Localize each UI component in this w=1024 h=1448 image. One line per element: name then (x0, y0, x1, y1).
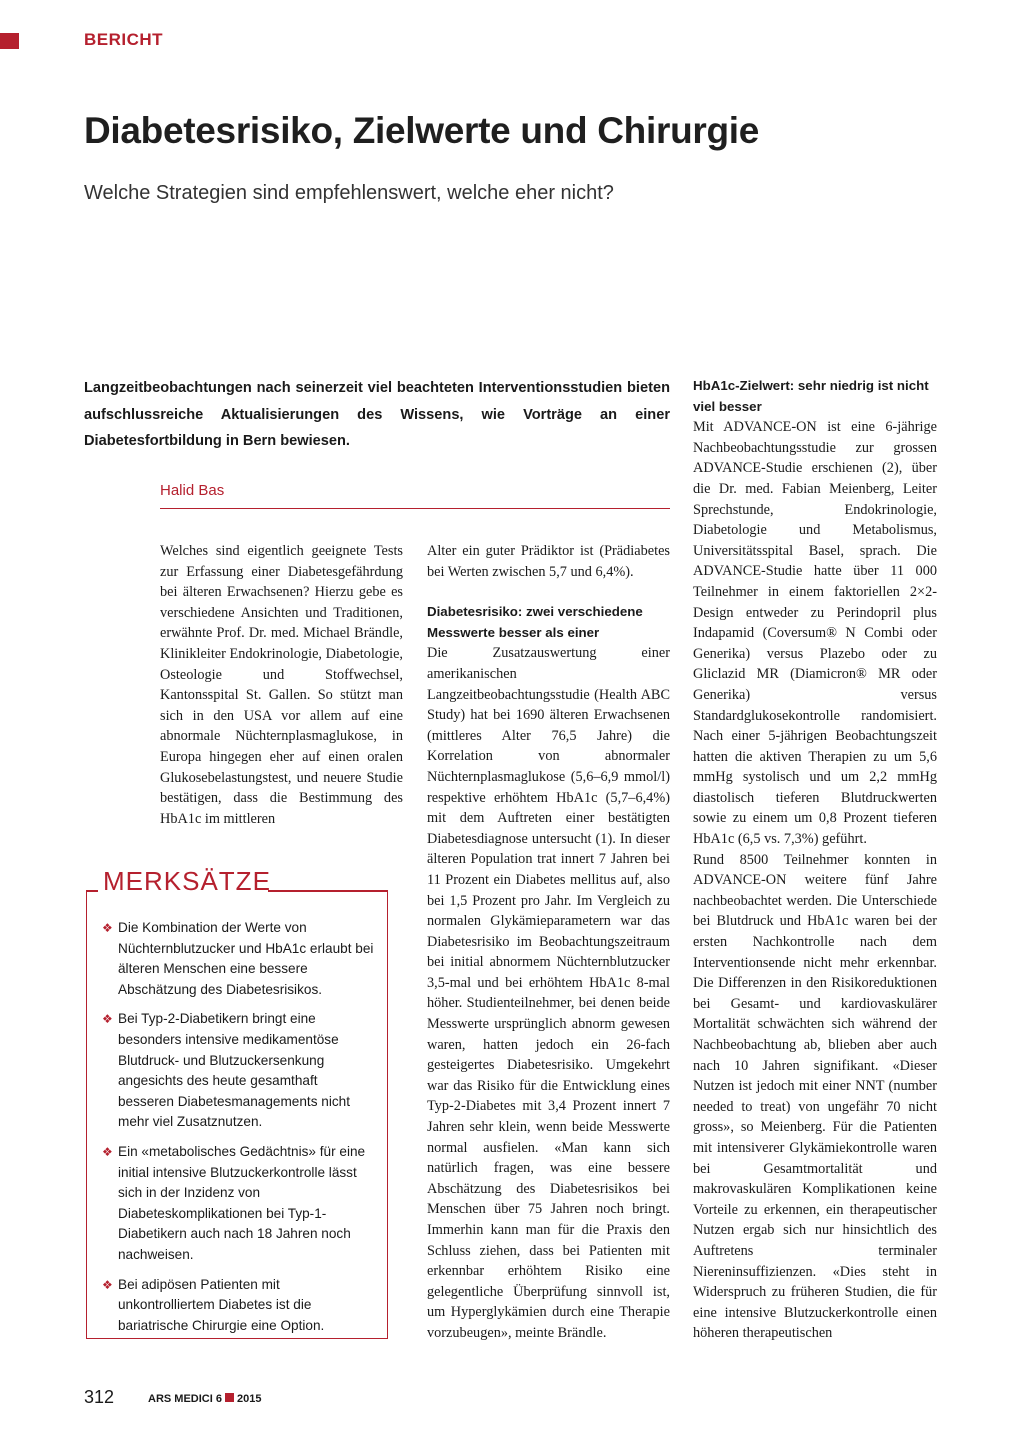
paragraph: Mit ADVANCE-ON ist eine 6-jährige Nachbeobachtungsstudie zur grossen ADVANCE-Studie erschienen (2), über die Dr. med. Fabian Meienberg, Leiter Sprechstunde, Endokrinologie, Diabetologie und Metabolismus, Universitätsspital Basel, sprach. Die ADVANCE-Studie hatte über 11 000 Teilnehmer in einem faktoriellen 2×2-Design entweder zu Perindopril plus Indapamid (Coversum® N Combi oder Generika) versus Plazebo oder zu Gliclazid MR (Diamicron® MR oder Generika) versus Standardglukosekontrolle randomisiert. Nach einer 5-jährigen Beobachtungszeit hatten die aktiven Therapien zu um 5,6 mmHg systolisch und um 2,2 mmHg diastolisch tieferen Blutdruckwerten sowie zu einem um 0,8 Prozent tieferen HbA1c (6,5 vs. 7,3%) geführt. (693, 419, 937, 848)
page-number: 312 (84, 1387, 115, 1407)
text-column-1 (160, 541, 403, 829)
key-point-text: Bei Typ-2-Diabetikern bringt eine besonders intensive medikamentöse Blutdruck- und Blutzuckersenkung angesichts des heute gesamthaft besseren Diabetesmanagements nicht mehr viel Zusatznutzen. (118, 1011, 350, 1130)
section-marker (0, 33, 19, 49)
key-point-text: Bei adipösen Patienten mit unkontrolliertem Diabetes ist die bariatrische Chirurgie eine Option. (118, 1276, 325, 1333)
bullet-icon: ❖ (102, 1277, 113, 1292)
list-item (102, 1275, 374, 1337)
subheading: HbA1c-Zielwert: sehr niedrig ist nicht viel besser (693, 378, 929, 414)
bullet-icon: ❖ (102, 1144, 113, 1159)
key-point-text: Die Kombination der Werte von Nüchternblutzucker und HbA1c erlaubt bei älteren Menschen eine bessere Abschätzung des Diabetesrisikos. (118, 920, 374, 997)
article-subtitle: Welche Strategien sind empfehlenswert, welche eher nicht? (84, 182, 614, 204)
article-title: Diabetesrisiko, Zielwerte und Chirurgie (84, 110, 760, 151)
key-points-top-rule (86, 890, 98, 892)
key-point-text: Ein «metabolisches Gedächtnis» für eine initial intensive Blutzuckerkontrolle lässt sich in der Inzidenz von Diabeteskomplikationen bei Typ-1-Diabetikern auch nach 18 Jahren noch nachweisen. (118, 1143, 366, 1262)
section-label: BERICHT (84, 30, 164, 49)
journal-footer (148, 1393, 261, 1405)
journal-year: 2015 (236, 1393, 262, 1405)
key-points-title: MERKSÄTZE (103, 866, 271, 896)
paragraph: Rund 8500 Teilnehmer konnten in ADVANCE-ON weitere fünf Jahre nachbeobachtet werden. Die Unterschiede bei Blutdruck und HbA1c waren bei der ersten Nachkontrolle nach dem Interventionsende nicht mehr erkennbar. Die Differenzen in den Risikoreduktionen bei Gesamt- und kardiovaskulärer Mortalität schwächten sich während der Nachbeobachtung ab, blieben aber auch nach 10 Jahren signifikant. «Dieser Nutzen ist jedoch mit einer NNT (number needed to treat) von ungefähr 70 nicht gross», so Meienberg. Für die Patienten mit intensiverer Glykämiekontrolle waren bei Gesamtmortalität und makrovaskulären Komplikationen keine Vorteile zu erkennen, ein therapeutischer Nutzen ergab sich nur hinsichtlich des Auftretens terminaler Niereninsuffizienzen. «Dies steht in Widerspruch zu früheren Studien, die für eine intensive Blutzuckerkontrolle einen höheren therapeutischen (693, 851, 937, 1342)
subheading: Diabetesrisiko: zwei verschiedene Messwerte besser als einer (427, 604, 643, 640)
bullet-icon: ❖ (102, 1012, 113, 1027)
author-divider (160, 508, 670, 509)
bullet-icon: ❖ (102, 921, 113, 935)
article-lead: Langzeitbeobachtungen nach seinerzeit viel beachteten Interventionsstudien bieten aufschlussreiche Aktualisierungen des Wissens, wie Vorträge an einer Diabetesfortbildung in Bern bewiesen. (84, 380, 670, 449)
paragraph: Alter ein guter Prädiktor ist (Prädiabetes bei Werten zwischen 5,7 und 6,4%). (427, 543, 670, 580)
key-points-list (102, 918, 374, 1345)
author-name: Halid Bas (160, 482, 225, 499)
list-item (102, 918, 374, 1000)
list-item (102, 1009, 374, 1133)
square-icon (225, 1393, 234, 1402)
text-column-3 (693, 376, 937, 1344)
paragraph: Die Zusatzauswertung einer amerikanischen Langzeitbeobachtungsstudie (Health ABC Study) hat bei 1690 älteren Erwachsenen (mittleres Alter 76,5 Jahre) die Korrelation von abnormaler Nüchternplasmaglukose (5,6–6,9 mmol/l) respektive erhöhtem HbA1c (5,7–6,4%) mit dem Auftreten einer bestätigten Diabetesdiagnose untersucht (1). In dieser älteren Population trat innert 7 Jahren bei 11 Prozent ein Diabetes mellitus auf, also bei 1,5 Prozent pro Jahr. Im Vergleich zu normalen Glykämieparametern war das Diabetesrisiko im Beobachtungszeitraum bei initial abnormem Nüchternblutzucker 3,5-mal und bei erhöhtem HbA1c 8-mal höher. Studienteilnehmer, bei denen beide Messwerte ursprünglich abnorm gewesen waren, hatten jedoch ein 26-fach gesteigertes Diabetesrisiko. Umgekehrt war das Risiko für die Entwicklung eines Typ-2-Diabetes mit 3,4 Prozent innert 7 Jahren sehr klein, wenn beide Messwerte normal ausfielen. «Man kann sich natürlich fragen, was eine bessere Abschätzung des Diabetesrisikos bei Menschen über 75 Jahren noch bringt. Immerhin kann man für die Praxis den Schluss ziehen, dass bei Patienten mit erkennbar erhöhtem Risiko eine gelegentliche Überprüfung sinnvoll ist, um Hyperglykämien durch eine Therapie vorzubeugen», meinte Brändle. (427, 645, 670, 1341)
paragraph: Welches sind eigentlich geeignete Tests zur Erfassung einer Diabetesgefährdung bei älteren Erwachsenen? Hierzu gebe es verschiedene Ansichten und Traditionen, erwähnte Prof. Dr. med. Michael Brändle, Klinikleiter Endokrinologie, Diabetologie, Osteologie und Stoffwechsel, Kantonsspital St. Gallen. So stützt man sich in den USA vor allem auf eine abnormale Nüchternplasmaglukose, in Europa hingegen eher auf einen oralen Glukosebelastungstest, und neuere Studie bestätigen, dass die Bestimmung des HbA1c im mittleren (160, 543, 403, 827)
key-points-top-rule (268, 890, 388, 892)
list-item (102, 1142, 374, 1266)
journal-name: ARS MEDICI 6 (148, 1393, 222, 1405)
text-column-2 (427, 541, 670, 1344)
